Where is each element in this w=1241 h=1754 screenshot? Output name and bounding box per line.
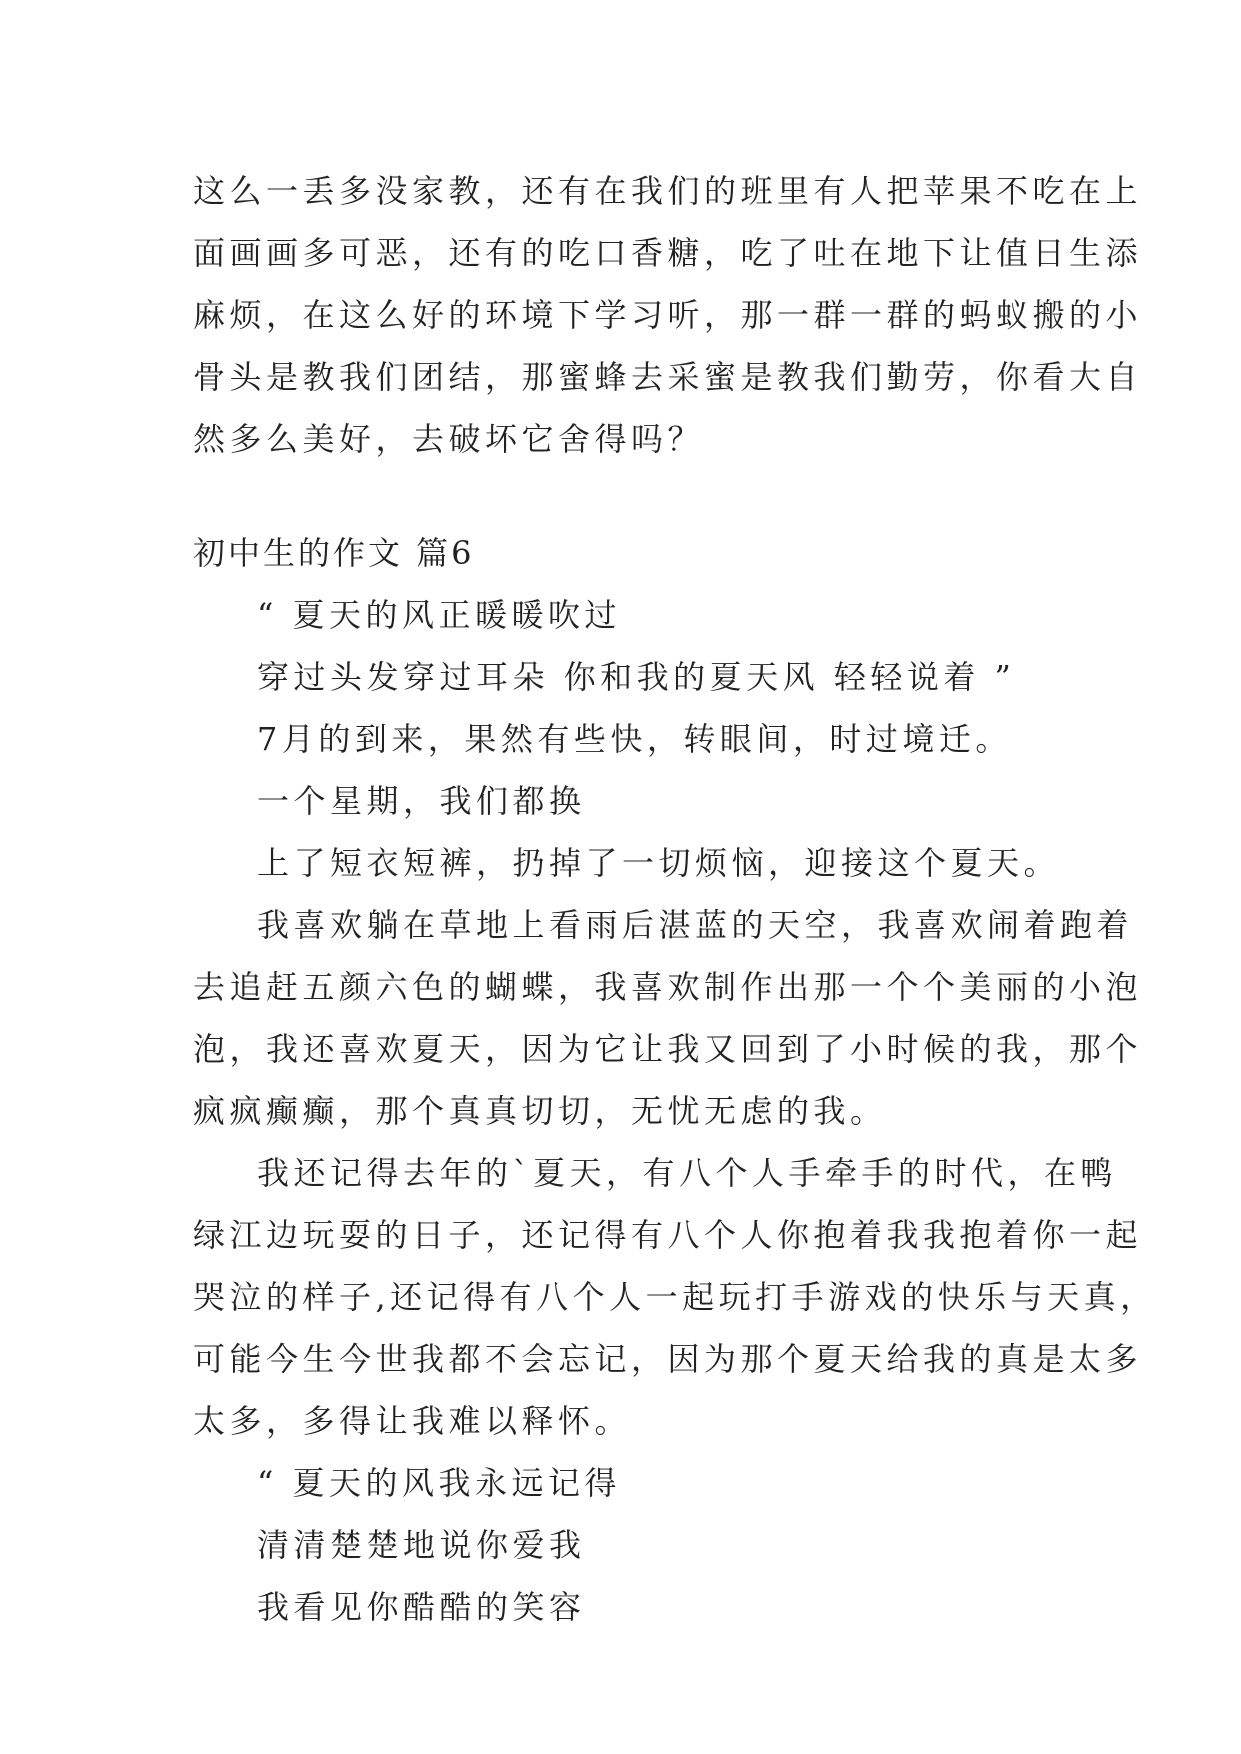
paragraph-line: 哭泣的样子,还记得有八个人一起玩打手游戏的快乐与天真，: [193, 1278, 1157, 1316]
paragraph-line: 一个星期，我们都换: [257, 782, 586, 820]
paragraph-line: 我还记得去年的`夏天，有八个人手牵手的时代，在鸭: [257, 1154, 1118, 1192]
text-line: 然多么美好，去破坏它舍得吗？: [193, 420, 705, 458]
poem-line: “ 夏天的风正暖暖吹过: [257, 596, 622, 634]
paragraph-line: 泡，我还喜欢夏天，因为它让我又回到了小时候的我，那个: [193, 1030, 1143, 1068]
paragraph-line: 上了短衣短裤，扔掉了一切烦恼，迎接这个夏天。: [257, 844, 1061, 882]
paragraph-line: 可能今生今世我都不会忘记，因为那个夏天给我的真是太多: [193, 1340, 1143, 1378]
paragraph-line: 7月的到来，果然有些快，转眼间，时过境迁。: [257, 720, 1012, 758]
section-heading: 初中生的作文 篇6: [193, 534, 475, 572]
poem-line: 我看见你酷酷的笑容: [257, 1588, 586, 1626]
text-line: 这么一丢多没家教，还有在我们的班里有人把苹果不吃在上: [193, 172, 1143, 210]
paragraph-line: 太多，多得让我难以释怀。: [193, 1402, 632, 1440]
text-line: 骨头是教我们团结，那蜜蜂去采蜜是教我们勤劳，你看大自: [193, 358, 1143, 396]
poem-line: 穿过头发穿过耳朵 你和我的夏天风 轻轻说着 ”: [257, 658, 1016, 696]
paragraph-line: 绿江边玩耍的日子，还记得有八个人你抱着我我抱着你一起: [193, 1216, 1143, 1254]
text-line: 面画画多可恶，还有的吃口香糖，吃了吐在地下让值日生添: [193, 234, 1143, 272]
paragraph-line: 我喜欢躺在草地上看雨后湛蓝的天空，我喜欢闹着跑着: [257, 906, 1134, 944]
text-line: 麻烦，在这么好的环境下学习听，那一群一群的蚂蚁搬的小: [193, 296, 1143, 334]
section-gap: [193, 470, 1053, 522]
paragraph-line: 去追赶五颜六色的蝴蝶，我喜欢制作出那一个个美丽的小泡: [193, 968, 1143, 1006]
poem-line: 清清楚楚地说你爱我: [257, 1526, 586, 1564]
poem-line: “ 夏天的风我永远记得: [257, 1464, 622, 1502]
paragraph-line: 疯疯癫癫，那个真真切切，无忧无虑的我。: [193, 1092, 887, 1130]
document-page: [193, 160, 1157, 1638]
